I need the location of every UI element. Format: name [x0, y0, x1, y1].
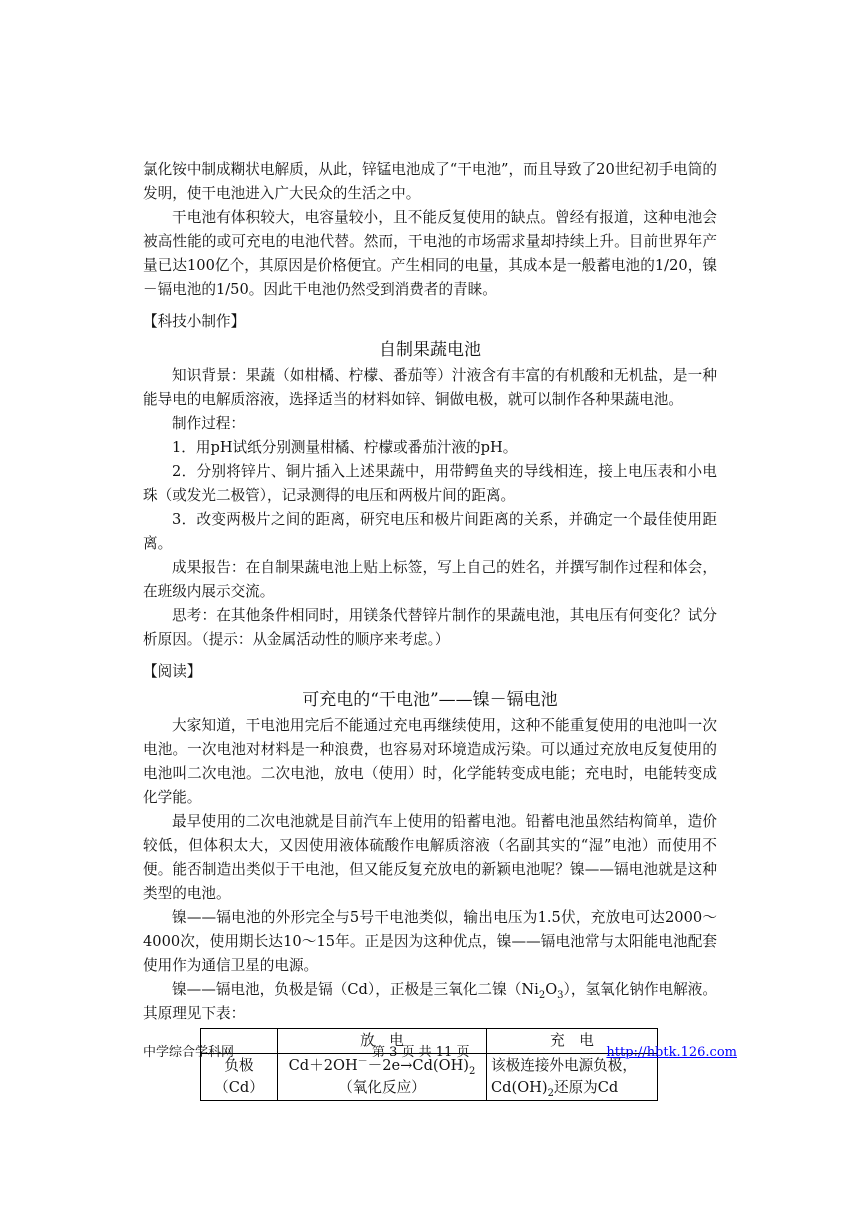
table-header: 充 电 — [487, 1029, 658, 1054]
footer-site-name: 中学综合学科网 — [143, 1045, 235, 1060]
paragraph: 镍——镉电池的外形完全与5号干电池类似，输出电压为1.5伏，充放电可达2000～4000次，使用期长达10～15年。正是因为这种优点，镍——镉电池常与太阳能电池配套使用作为通信卫星的电源。 — [143, 909, 717, 974]
principle-table — [200, 1028, 658, 1101]
paragraph: 成果报告：在自制果蔬电池上贴上标签，写上自己的姓名，并撰写制作过程和体会，在班级内展示交流。 — [143, 559, 717, 600]
footer-link[interactable]: http://hbtk.126.com — [606, 1045, 737, 1060]
paragraph: 制作过程： — [172, 415, 245, 432]
table-cell: 负极 （Cd） — [201, 1054, 278, 1101]
document-body — [143, 158, 717, 1101]
paragraph: 3．改变两极片之间的距离，研究电压和极片间距离的关系，并确定一个最佳使用距离。 — [143, 511, 717, 552]
paragraph: 镍——镉电池，负极是镉（Cd），正极是三氧化二镍$(Ni_2O_3)$，氢氧化钠作电解液。其原理见下表： — [143, 981, 718, 1022]
section-label: 【阅读】 — [143, 663, 202, 680]
paragraph: 大家知道，干电池用完后不能通过充电再继续使用，这种不能重复使用的电池叫一次电池。一次电池对材料是一种浪费，也容易对环境造成污染。可以通过充放电反复使用的电池叫二次电池。二次电池，放电（使用）时，化学能转变成电能；充电时，电能转变成化学能。 — [143, 717, 717, 806]
page-number: 第 3 页 共 11 页 — [372, 1045, 470, 1060]
paragraph: 知识背景：果蔬（如柑橘、柠檬、番茄等）汁液含有丰富的有机酸和无机盐，是一种能导电的电解质溶液，选择适当的材料如锌、铜做电极，就可以制作各种果蔬电池。 — [143, 367, 717, 408]
section-label: 【科技小制作】 — [143, 313, 246, 330]
paragraph: 2．分别将锌片、铜片插入上述果蔬中，用带鳄鱼夹的导线相连，接上电压表和小电珠（或发光二极管），记录测得的电压和两极片间的距离。 — [143, 463, 717, 504]
table-header: 放 电 — [278, 1029, 487, 1054]
table-cell: $Cd+2OH^--2e\to Cd(OH)_2$ （氧化反应） — [278, 1054, 487, 1101]
paragraph: 1．用pH试纸分别测量柑橘、柠檬或番茄汁液的pH。 — [172, 439, 518, 456]
table-cell: 该极连接外电源负极， $Cd(OH)_2$还原为Cd — [487, 1054, 658, 1101]
paragraph: 思考：在其他条件相同时，用镁条代替锌片制作的果蔬电池，其电压有何变化？试分析原因。（提示：从金属活动性的顺序来考虑。） — [143, 607, 717, 648]
paragraph: 干电池有体积较大，电容量较小，且不能反复使用的缺点。曾经有报道，这种电池会被高性能的或可充电的电池代替。然而，干电池的市场需求量却持续上升。目前世界年产量已达100亿个，其原因是价格便宜。产生相同的电量，其成本是一般蓄电池的1/20，镍－镉电池的1/50。因此干电池仍然受到消费者的青睐。 — [143, 209, 717, 298]
section-title: 自制果蔬电池 — [379, 340, 481, 360]
section-title: 可充电的“干电池”——镍－镉电池 — [302, 690, 558, 710]
paragraph: 最早使用的二次电池就是目前汽车上使用的铅蓄电池。铅蓄电池虽然结构简单，造价较低，但体积太大，又因使用液体硫酸作电解质溶液（名副其实的“湿”电池）而使用不便。能否制造出类似于干电池，但又能反复充放电的新颖电池呢？镍——镉电池就是这种类型的电池。 — [143, 813, 717, 902]
paragraph: 氯化铵中制成糊状电解质，从此，锌锰电池成了“干电池”，而且导致了20世纪初手电筒的发明，使干电池进入广大民众的生活之中。 — [143, 161, 717, 202]
